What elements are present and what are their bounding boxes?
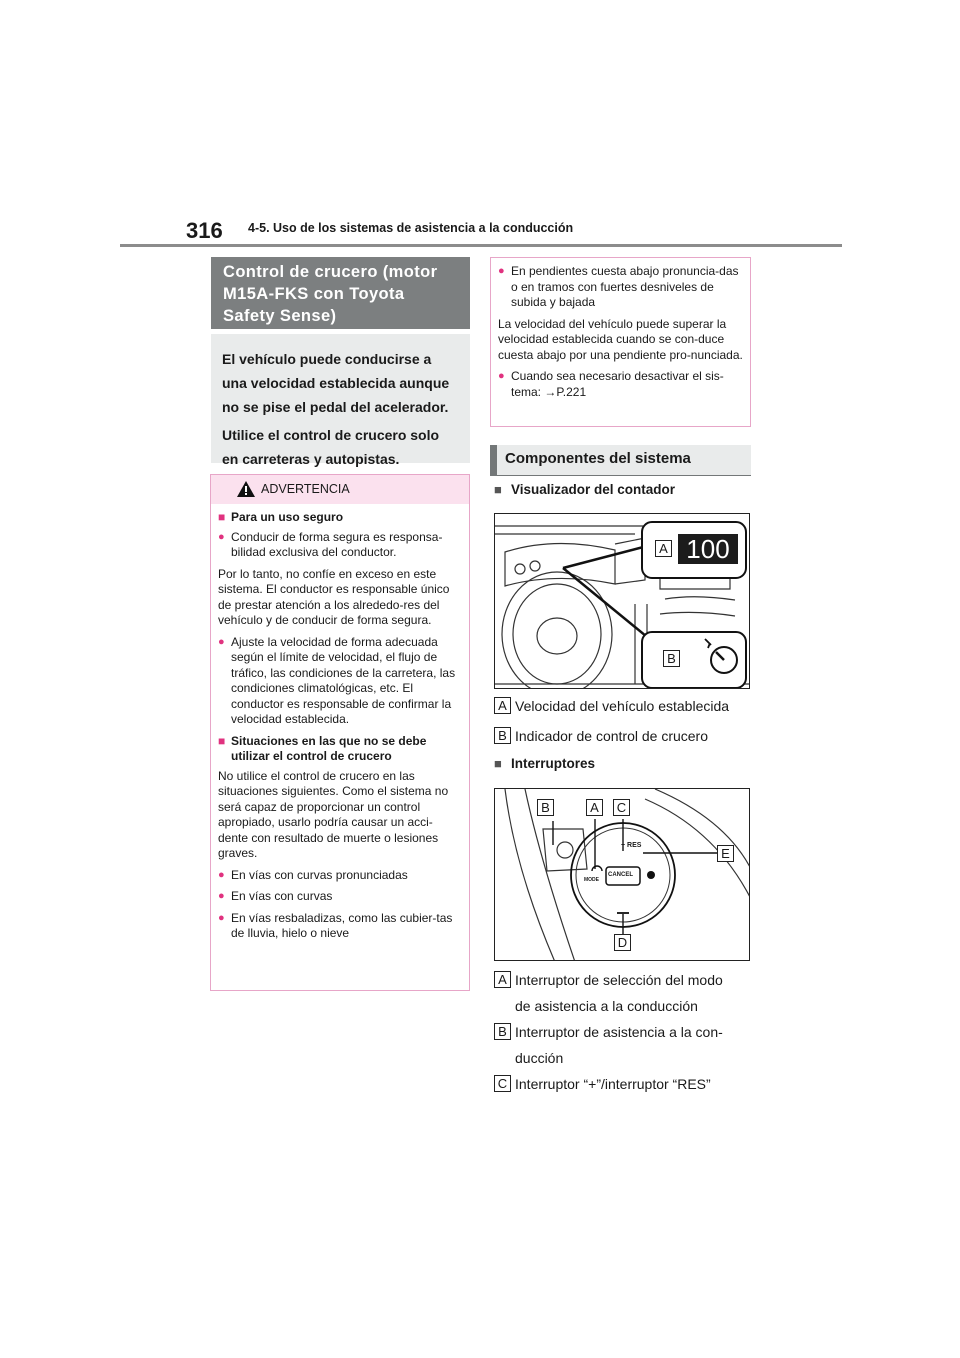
warning-title: ADVERTENCIA <box>261 482 350 496</box>
dot-bullet-icon: ● <box>218 890 225 902</box>
warning-paragraph: Por lo tanto, no confíe en exceso en este sistema. El conductor es responsable único de prestar atención a los alrededo-res del vehículo y de conducir de forma segura. <box>218 566 450 627</box>
intro-line: en carreteras y autopistas. <box>222 451 400 467</box>
item-label: B <box>494 1023 511 1040</box>
callout-label-e: E <box>717 845 734 862</box>
mode-label: MODE <box>584 877 599 883</box>
intro-line: no se pise el pedal del acelerador. <box>222 399 449 415</box>
meter-figure <box>494 513 750 689</box>
warning-paragraph: No utilice el control de crucero en las situaciones siguientes. Como el sistema no será capaz de proporcionar un control apropiado, usarlo podría causar un acci-dente con resultado de muerte o lesiones graves. <box>218 768 449 860</box>
item-text: Interruptor de selección del modo <box>515 972 723 988</box>
section-header: 4-5. Uso de los sistemas de asistencia a la conducción <box>248 221 574 235</box>
switch-item-a <box>494 969 723 1017</box>
square-bullet-icon: ■ <box>218 510 226 524</box>
res-label: + RES <box>621 842 642 849</box>
speed-readout: 100 <box>686 534 730 564</box>
item-label: B <box>494 727 511 744</box>
note-bullet: ● Cuando sea necesario desactivar el sis-tema: →P.221 <box>498 369 724 399</box>
item-text: Interruptor “+”/interruptor “RES” <box>515 1076 711 1092</box>
item-text: ducción <box>515 1050 564 1066</box>
item-label: A <box>494 971 511 988</box>
item-label: C <box>494 1075 511 1092</box>
callout-label-d: D <box>614 934 631 951</box>
header-rule <box>120 244 842 247</box>
warning-subheading: ■ Para un uso seguro <box>218 510 344 524</box>
switch-subheading: ■ Interruptores <box>494 756 596 771</box>
warning-body <box>211 504 469 942</box>
warning-triangle-icon <box>237 481 255 497</box>
warning-header <box>211 475 469 504</box>
square-bullet-icon: ■ <box>494 482 502 497</box>
dot-bullet-icon: ● <box>498 370 505 382</box>
components-rule <box>490 475 751 476</box>
page-number: 316 <box>186 218 223 243</box>
intro-line: El vehículo puede conducirse a <box>222 351 432 367</box>
components-heading: Componentes del sistema <box>490 445 751 475</box>
square-bullet-icon: ■ <box>494 756 502 771</box>
meter-item-b <box>494 725 708 747</box>
title-box <box>211 257 470 329</box>
callout-label-a: A <box>586 799 603 816</box>
intro-line: una velocidad establecida aunque <box>222 375 450 391</box>
callout-label-b: B <box>537 799 554 816</box>
intro-line: Utilice el control de crucero solo <box>222 427 440 443</box>
square-bullet-icon: ■ <box>218 733 226 748</box>
title-line: Safety Sense) <box>223 307 337 325</box>
title-line: Control de crucero (motor <box>223 263 438 281</box>
cancel-label: CANCEL <box>608 872 633 878</box>
dot-bullet-icon: ● <box>218 635 225 648</box>
callout-label-a: A <box>655 540 672 557</box>
switch-item-b <box>494 1021 723 1069</box>
dot-bullet-icon: ● <box>498 265 505 277</box>
dot-bullet-icon: ● <box>218 868 225 881</box>
switch-item-c <box>494 1073 711 1095</box>
warning-bullet: ● Conducir de forma segura es responsa-bilidad exclusiva del conductor. <box>218 529 443 559</box>
dot-bullet-icon: ● <box>218 530 225 543</box>
title-line: M15A-FKS con Toyota <box>223 285 405 303</box>
meter-item-a <box>494 695 729 717</box>
intro-box <box>211 334 470 467</box>
dot-bullet-icon: ● <box>218 911 225 924</box>
warning-box <box>210 474 470 991</box>
item-text: de asistencia a la conducción <box>515 998 698 1014</box>
warning-bullet: ● En vías con curvas <box>218 889 333 903</box>
note-bullet: ● En pendientes cuesta abajo pronuncia-das o en tramos con fuertes desniveles de subida y bajada <box>498 264 739 309</box>
callout-label-b: B <box>663 650 680 667</box>
warning-subheading: ■ Situaciones en las que no se debe utilizar el control de crucero <box>218 733 427 763</box>
item-label: A <box>494 697 511 714</box>
meter-subheading: ■ Visualizador del contador <box>494 482 676 497</box>
item-text: Interruptor de asistencia a la con- <box>515 1024 723 1040</box>
item-text: Indicador de control de crucero <box>515 728 708 744</box>
warning-bullet: ● En vías con curvas pronunciadas <box>218 867 408 882</box>
callout-label-c: C <box>613 799 630 816</box>
note-paragraph: La velocidad del vehículo puede superar la velocidad establecida cuando se con-duce cuesta abajo por una pendiente pro-nunciada. <box>498 316 743 362</box>
switch-figure <box>494 788 750 961</box>
note-box <box>490 257 751 427</box>
item-text: Velocidad del vehículo establecida <box>515 698 730 714</box>
warning-bullet: ● Ajuste la velocidad de forma adecuada según el límite de velocidad, el flujo de tráfico, las condiciones de la carretera, las condiciones climatológicas, etc. El conductor es responsable de confirmar la velocidad establecida. <box>218 634 456 726</box>
warning-bullet: ● En vías resbaladizas, como las cubier-tas de lluvia, hielo o nieve <box>218 910 453 940</box>
